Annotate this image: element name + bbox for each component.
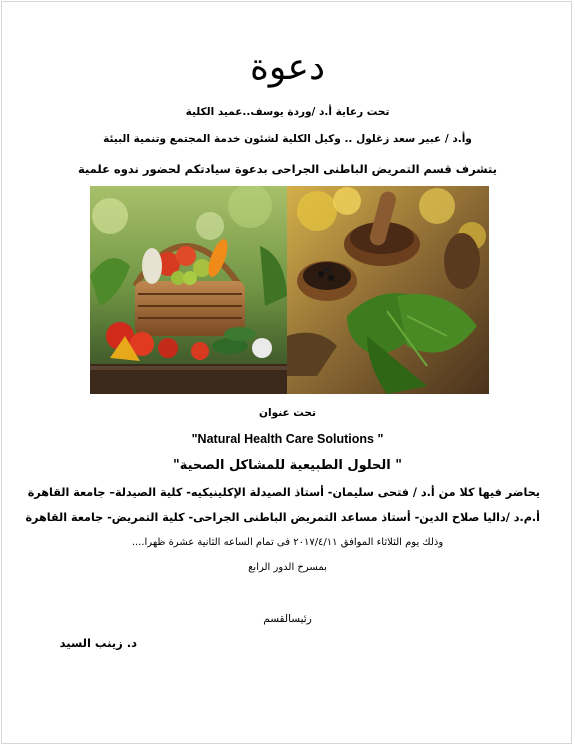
venue-line: بمسرح الدور الرابع (248, 562, 327, 573)
vegetables-basket-photo (90, 186, 287, 394)
date-line: وذلك يوم الثلاثاء الموافق ٢٠١٧/٤/١١ فى تمام الساعه الثانية عشرة ظهرا.... (131, 537, 444, 548)
speaker-line-1: يحاضر فيها كلا من أ.د / فتحى سليمان- أستاذ الصيدلة الإكلينيكيه- كلية الصيدلة– جامعة القاهرة (27, 486, 540, 499)
arabic-title: " الحلول الطبيعية للمشاكل الصحية" (172, 458, 403, 473)
english-title: "Natural Health Care Solutions " (191, 432, 384, 446)
photo-strip (90, 186, 489, 394)
deputy-line: وأ.د / عبير سعد زغلول .. وكيل الكلية لشئون خدمة المجتمع وتنمية البيئة (103, 133, 472, 145)
under-title-label: تحت عنوان (259, 407, 316, 419)
speaker-line-2: أ.م.د /داليا صلاح الدين- أستاذ مساعد التمريض الباطنى الجراحى- كلية التمريض- جامعة القاهرة (25, 511, 540, 524)
sponsor-line: تحت رعاية أ.د /وردة يوسف..عميد الكلية (185, 106, 390, 118)
herbs-mortar-photo (287, 186, 489, 394)
invite-line: يتشرف قسم التمريض الباطنى الجراحى بدعوة سيادتكم لحضور ندوه علمية (78, 162, 497, 176)
signature-name: د. زينب السيد (59, 636, 137, 650)
document-title: دعوة (250, 47, 325, 88)
head-of-department-label: رئيسالقسم (263, 613, 312, 625)
